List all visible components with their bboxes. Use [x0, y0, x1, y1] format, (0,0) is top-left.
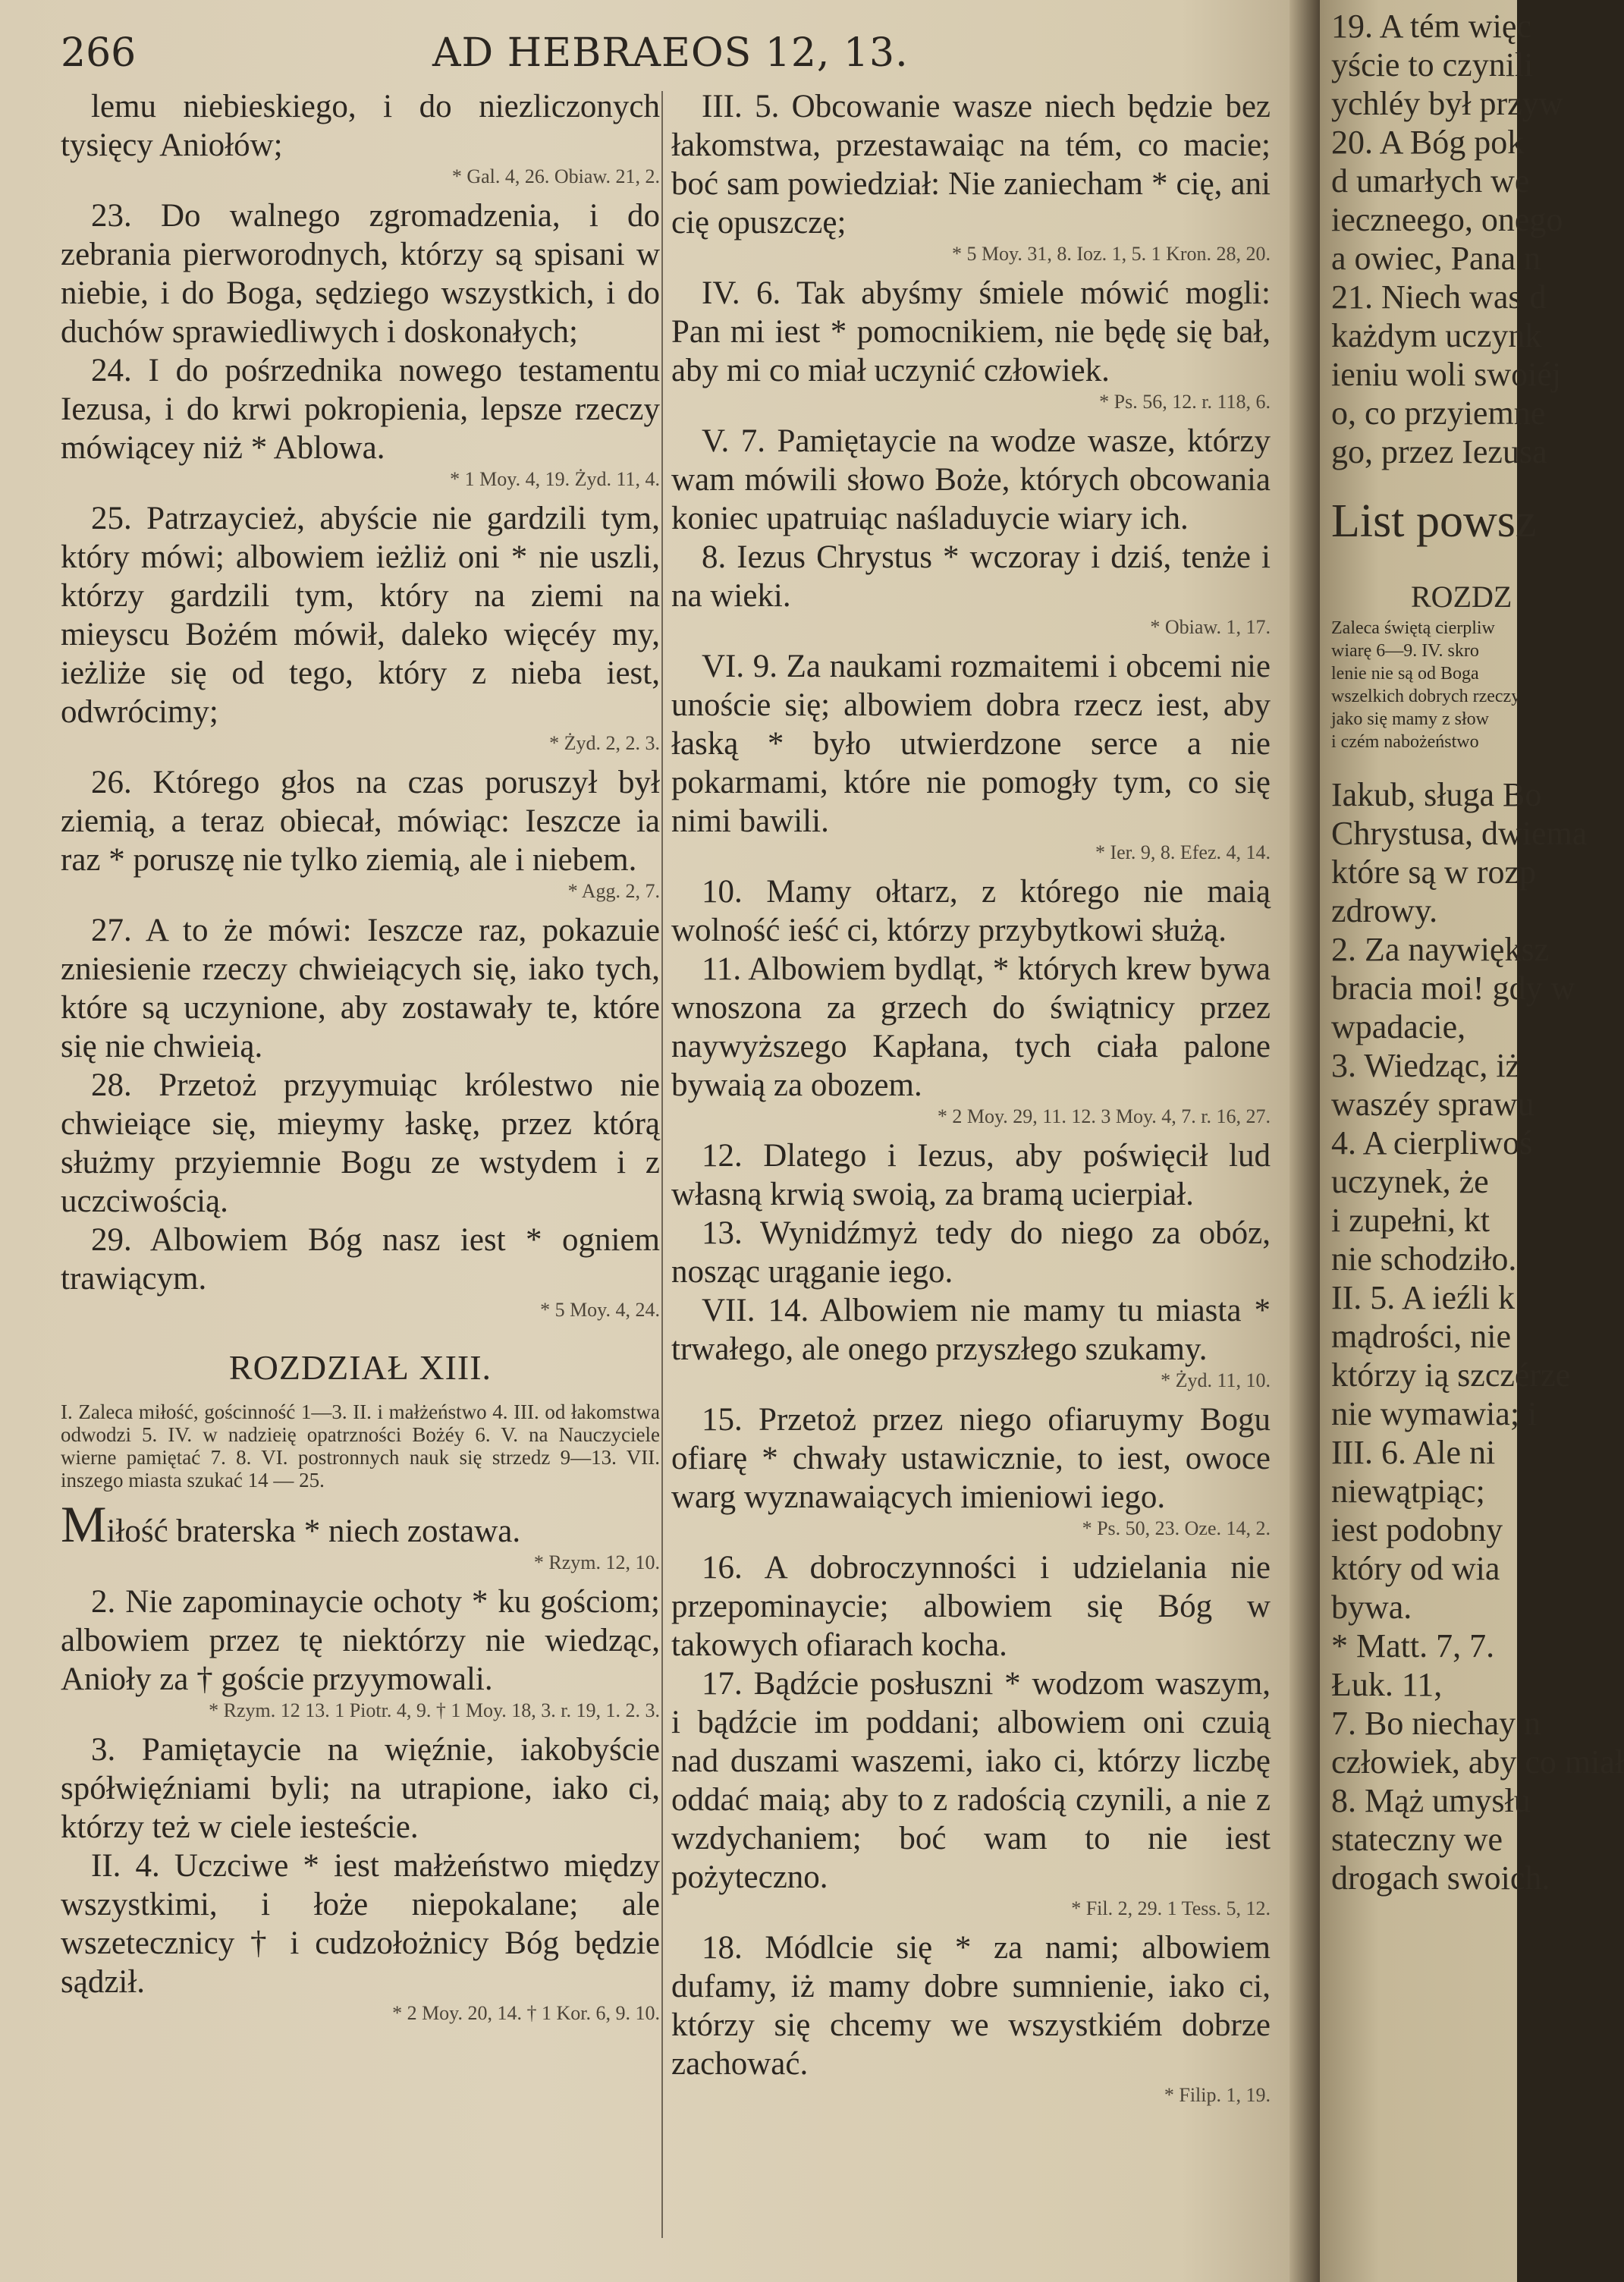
adjacent-page-line: niewątpiąc; — [1331, 1473, 1485, 1510]
verse: II. 4. Uczciwe * iest małżeństwo między wszystkimi, i łoże niepokalane; ale wszetecznicy † i cudzołożnicy Bóg będzie sądził. — [61, 1848, 660, 2000]
adjacent-page-line: 3. Wiedząc, iż — [1331, 1047, 1521, 1084]
cross-reference: * 1 Moy. 4, 19. Żyd. 11, 4. — [450, 468, 660, 490]
adjacent-page-line: a owiec, Pana n — [1331, 240, 1541, 277]
verse: 17. Bądźcie posłuszni * wodzom waszym, i bądźcie im poddani; albowiem oni czuią nad duszami waszemi, iako ci, którzy liczbę oddać maią; aby to z radością czynili, a nie z wzdychaniem; boć wam to nie iest pożyteczno. — [671, 1666, 1271, 1895]
adjacent-page-line: człowiek, aby co miał — [1331, 1743, 1624, 1781]
adjacent-page-line: mądrości, nie — [1331, 1318, 1512, 1355]
cross-reference: * Fil. 2, 29. 1 Tess. 5, 12. — [1071, 1897, 1271, 1919]
adjacent-page-line: wszelkich dobrych rzeczy — [1331, 687, 1521, 706]
adjacent-page-line: III. 6. Ale ni — [1331, 1434, 1496, 1471]
adjacent-page-line: 7. Bo niechay n — [1331, 1705, 1541, 1742]
adjacent-page-line: lenie nie są od Boga — [1331, 664, 1479, 684]
verse: V. 7. Pamiętaycie na wodze wasze, którzy wam mówili słowo Boże, których obcowania koniec upatruiąc naśladuycie wiary ich. — [671, 423, 1271, 536]
verse: 13. Wynidźmyż tedy do niego za obóz, nosząc urąganie iego. — [671, 1215, 1271, 1290]
adjacent-page-line: stateczny we — [1331, 1821, 1503, 1858]
cross-reference: * Ps. 56, 12. r. 118, 6. — [1099, 391, 1271, 413]
verse: 29. Albowiem Bóg nasz iest * ogniem trawiącym. — [61, 1222, 660, 1297]
adjacent-page-line: jako się mamy z słow — [1331, 709, 1489, 729]
adjacent-page-line: nie wymawia; i — [1331, 1395, 1538, 1432]
chapter-heading: ROZDZIAŁ XIII. — [228, 1348, 492, 1387]
verse: 26. Którego głos na czas poruszył był ziemią, a teraz obiecał, mówiąc: Ieszcze ia raz * poruszę nie tylko ziemią, ale i niebem. — [61, 765, 660, 878]
verse: 3. Pamiętaycie na więźnie, iakobyście spółwięźniami byli; na utrapione, iako ci, którzy też w ciele iesteście. — [61, 1732, 660, 1845]
adjacent-page-line: 19. A tém więc — [1331, 8, 1531, 45]
cross-reference: * 5 Moy. 31, 8. Ioz. 1, 5. 1 Kron. 28, 20. — [951, 243, 1271, 265]
verse: 24. I do pośrzednika nowego testamentu Iezusa, i do krwi pokropienia, lepsze rzeczy mówiącey niż * Ablowa. — [61, 353, 660, 466]
verse: 28. Przetoż przyymuiąc królestwo nie chwieiące się, mieymy łaskę, przez którą służmy przyiemnie Bogu ze wstydem i z uczciwością. — [61, 1067, 660, 1219]
cross-reference: * Rzym. 12 13. 1 Piotr. 4, 9. † 1 Moy. 18, 3. r. 19, 1. 2. 3. — [209, 1699, 660, 1721]
adjacent-page-line: o, co przyiemne — [1331, 394, 1546, 432]
adjacent-page-line: wpadacie, — [1331, 1008, 1466, 1045]
cross-reference: * 2 Moy. 29, 11. 12. 3 Moy. 4, 7. r. 16, 27. — [937, 1105, 1271, 1127]
adjacent-page-line: wiarę 6—9. IV. skro — [1331, 641, 1479, 661]
adjacent-page-line: ychléy był przyw — [1331, 85, 1563, 122]
drop-initial: M — [61, 1495, 107, 1553]
adjacent-page-line: drogach swoich. — [1331, 1859, 1550, 1897]
adjacent-page-line: i zupełni, kt — [1331, 1202, 1490, 1239]
left-text-column — [61, 87, 660, 2033]
adjacent-page-line: 20. A Bóg pok — [1331, 124, 1525, 161]
page-header — [61, 23, 1274, 83]
adjacent-page-line: iest podobny — [1331, 1511, 1503, 1548]
verse: 11. Albowiem bydląt, * których krew bywa wnoszona za grzech do świątnicy przez naywyższego Kapłana, tych ciała palone bywaią za obozem. — [671, 951, 1271, 1103]
adjacent-page-line: którzy ią szczérze — [1331, 1356, 1571, 1394]
cross-reference: * Rzym. 12, 10. — [533, 1551, 660, 1573]
cross-reference: * Żyd. 11, 10. — [1161, 1369, 1271, 1391]
verse: III. 5. Obcowanie wasze niech będzie bez łakomstwa, przestawaiąc na tém, co macie; boć sam powiedział: Nie zaniecham * cię, ani cię opuszczę; — [671, 89, 1271, 240]
column-divider — [661, 91, 663, 2238]
running-title: AD HEBRAEOS 12, 13. — [432, 30, 909, 76]
adjacent-page-line: który od wia — [1331, 1550, 1500, 1587]
verse: 15. Przetoż przez niego ofiaruymy Bogu ofiarę * chwały ustawicznie, to iest, owoce warg wyznawaiących imieniowi iego. — [671, 1402, 1271, 1515]
adjacent-page-line: List powsz — [1331, 495, 1537, 547]
adjacent-page-line: 21. Niech was d — [1331, 278, 1547, 316]
verse — [61, 1495, 660, 1553]
cross-reference: * Gal. 4, 26. Obiaw. 21, 2. — [451, 165, 660, 187]
adjacent-page-line: każdym uczynk — [1331, 317, 1542, 354]
adjacent-page-line: waszéy sprawu — [1331, 1086, 1534, 1123]
adjacent-page-line: * Matt. 7, 7. — [1331, 1627, 1495, 1664]
verse: lemu niebieskiego, i do niezliczonych tysięcy Aniołów; — [61, 89, 660, 163]
adjacent-page-line: ieniu woli swoiéj — [1331, 356, 1562, 393]
adjacent-page-line: ROZDZ — [1411, 580, 1512, 614]
adjacent-page-line: nie schodziło. — [1331, 1240, 1517, 1278]
adjacent-page-line: Łuk. 11, — [1331, 1666, 1443, 1703]
verse: IV. 6. Tak abyśmy śmiele mówić mogli: Pan mi iest * pomocnikiem, nie będę się bał, aby mi co miał uczynić człowiek. — [671, 275, 1271, 388]
verse: VI. 9. Za naukami rozmaitemi i obcemi nie unoście się; albowiem dobra rzecz iest, aby łaską * było utwierdzone serce a nie pokarmami, które nie pomogły tym, co się nimi bawili. — [671, 649, 1271, 839]
adjacent-page-line: 4. A cierpliwoś — [1331, 1124, 1533, 1161]
cross-reference: * 5 Moy. 4, 24. — [540, 1299, 660, 1321]
adjacent-page-line: bywa. — [1331, 1589, 1412, 1626]
adjacent-page-line: bracia moi! gdy w — [1331, 970, 1575, 1007]
page-number: 266 — [61, 30, 137, 76]
verse: 25. Patrzaycież, abyście nie gardzili tym, który mówi; albowiem ieżliż oni * nie uszli, którzy gardzili tym, który na ziemi na mieyscu Bożém mówił, daleko więcéy my, ieżliże się od tego, który z nieba iest, odwrócimy; — [61, 501, 660, 730]
adjacent-page-line: które są w rozp — [1331, 853, 1537, 891]
adjacent-page-line: Chrystusa, dwiema — [1331, 815, 1588, 852]
verse: 16. A dobroczynności i udzielania nie przepominaycie; albowiem się Bóg w takowych ofiarach kocha. — [671, 1550, 1271, 1663]
cross-reference: * Żyd. 2, 2. 3. — [549, 732, 660, 754]
adjacent-page-line: uczynek, że — [1331, 1163, 1489, 1200]
cross-reference: * Agg. 2, 7. — [567, 880, 660, 902]
cross-reference: * Obiaw. 1, 17. — [1150, 616, 1271, 638]
adjacent-page-line: Zaleca świętą cierpliw — [1331, 618, 1495, 638]
cross-reference: * Ier. 9, 8. Efez. 4, 14. — [1095, 841, 1271, 863]
cross-reference: * Filip. 1, 19. — [1164, 2084, 1271, 2106]
adjacent-page-line: 8. Mąż umysłu — [1331, 1782, 1531, 1819]
verse: VII. 14. Albowiem nie mamy tu miasta * trwałego, ale onego przyszłego szukamy. — [671, 1293, 1271, 1367]
adjacent-page-line: yście to czynili — [1331, 46, 1534, 83]
adjacent-page-line: II. 5. A ieźli k — [1331, 1279, 1515, 1316]
verse: 23. Do walnego zgromadzenia, i do zebrania pierworodnych, którzy są spisani w niebie, i do Boga, sędziego wszystkich, i do duchów sprawiedliwych i doskonałych; — [61, 198, 660, 350]
chapter-summary: I. Zaleca miłość, gościnność 1—3. II. i małżeństwo 4. III. od łakomstwa odwodzi 5. IV. w nadzieię opatrzności Bożéy 6. V. na Nauczyciele wierne pamiętać 7. 8. VI. postronnych nauk się strzedz 9—13. VII. inszego miasta szukać 14 — 25. — [61, 1400, 660, 1491]
verse: 8. Iezus Chrystus * wczoray i dziś, tenże i na wieki. — [671, 539, 1271, 614]
verse: 18. Módlcie się * za nami; albowiem dufamy, iż mamy dobre sumnienie, iako ci, którzy się chcemy we wszystkiém dobrze zachować. — [671, 1930, 1271, 2082]
cross-reference: * 2 Moy. 20, 14. † 1 Kor. 6, 9. 10. — [392, 2002, 660, 2024]
adjacent-page-line: i czém nabożeństwo — [1331, 732, 1479, 752]
cross-reference: * Ps. 50, 23. Oze. 14, 2. — [1082, 1517, 1271, 1539]
adjacent-page-line: 2. Za naywiększ — [1331, 931, 1550, 968]
verse: 2. Nie zapominaycie ochoty * ku gościom; albowiem przez tę niektórzy nie wiedząc, Anioły za † goście przyymowali. — [61, 1584, 660, 1697]
adjacent-page-line: d umarłych we — [1331, 162, 1530, 200]
verse-text: iłość braterska * niech zostawa. — [106, 1513, 521, 1549]
adjacent-page-line: go, przez Iezusa — [1331, 433, 1547, 470]
verse: 10. Mamy ołtarz, z którego nie maią wolność ieść ci, którzy przybytkowi służą. — [671, 874, 1271, 948]
adjacent-page-line: zdrowy. — [1331, 892, 1438, 929]
verse: 12. Dlatego i Iezus, aby poświęcił lud własną krwią swoią, za bramą ucierpiał. — [671, 1138, 1271, 1212]
adjacent-page-line: ieczneego, onego — [1331, 201, 1563, 238]
adjacent-page-line: Iakub, sługa Bo — [1331, 776, 1542, 813]
verse: 27. A to że mówi: Ieszcze raz, pokazuie zniesienie rzeczy chwieiących się, iako tych, które są uczynione, aby zostawały te, które się nie chwieią. — [61, 913, 660, 1064]
right-text-column — [671, 87, 1271, 2115]
